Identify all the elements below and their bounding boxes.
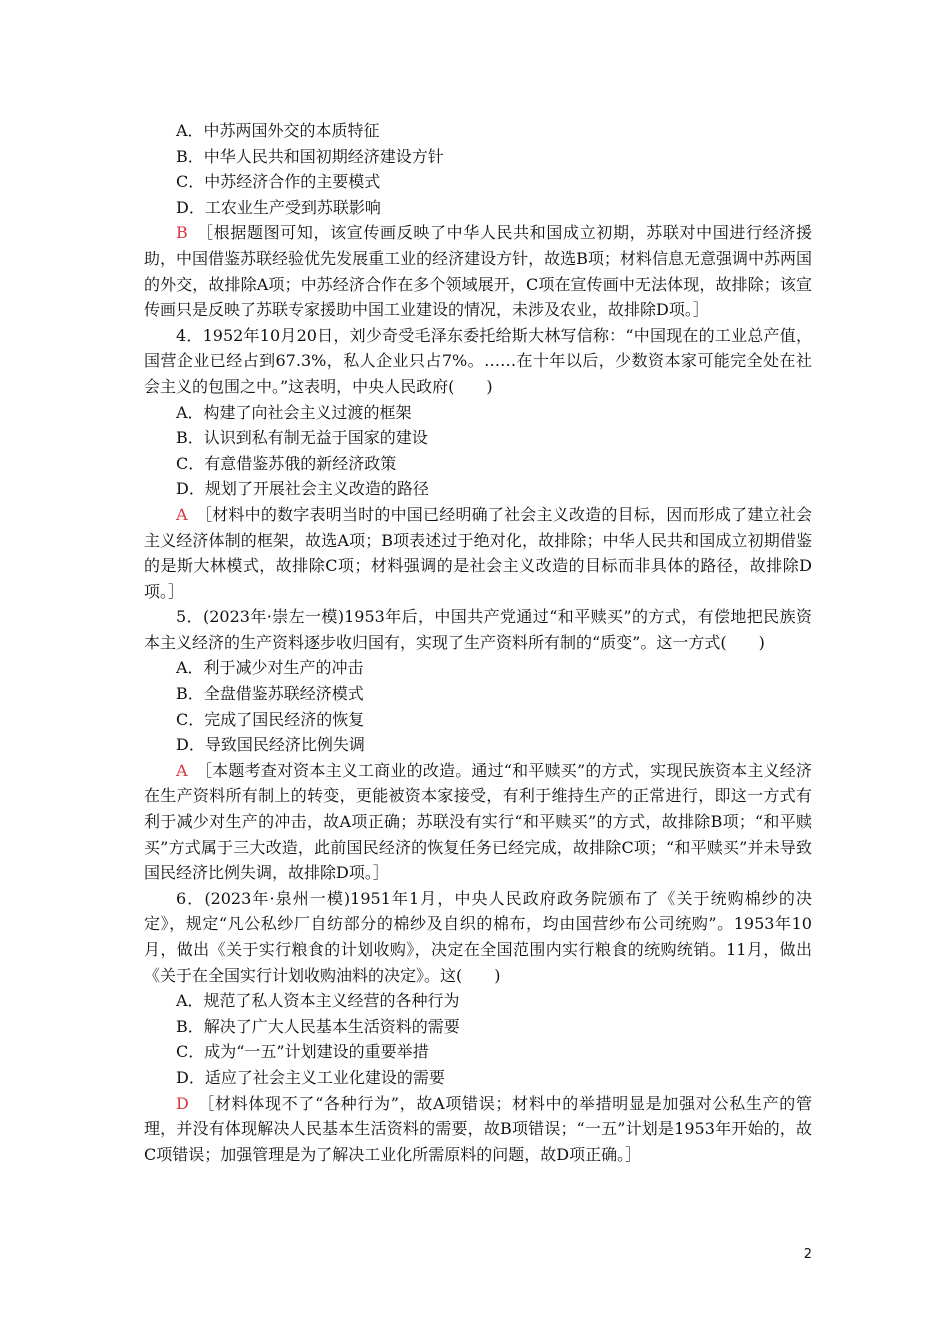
q5-option-b: B．全盘借鉴苏联经济模式 [176,684,364,704]
q3-option-a: A．中苏两国外交的本质特征 [176,121,380,140]
q4-option-a: A．构建了向社会主义过渡的框架 [176,402,412,422]
q4-option-b: B．认识到私有制无益于国家的建设 [176,428,428,448]
q4-answer [144,502,812,604]
q3-option-c: C．中苏经济合作的主要模式 [176,172,381,192]
question-4 [144,323,812,605]
q3-answer-letter: B [176,223,188,243]
q4-stem: 4．1952年10月20日，刘少奇受毛泽东委托给斯大林写信称：“中国现在的工业总产值，国营企业已经占到67.3%，私人企业只占7%。……在十年以后，少数资本家可能完全处在社会主义的包围之中。”这表明，中央人民政府( ) [144,325,812,396]
q6-answer [144,1091,812,1168]
q6-explanation: ［材料体现不了“各种行为”，故A项错误；材料中的举措明显是加强对公私生产的管理，并没有体现解决人民基本生活资料的需要，故B项错误；“一五”计划是1953年开始的，故C项错误；加强管理是为了解决工业化所需原料的问题，故D项正确。］ [144,1093,812,1164]
q6-option-a: A．规范了私人资本主义经营的各种行为 [176,991,460,1011]
q4-option-c: C．有意借鉴苏俄的新经济政策 [176,453,397,473]
q5-explanation: ［本题考查对资本主义工商业的改造。通过“和平赎买”的方式，实现民族资本主义经济在生产资料所有制上的转变，更能被资本家接受，有利于维持生产的正常进行，即这一方式有利于减少对生产的冲击，故A项正确；苏联没有实行“和平赎买”的方式，故排除B项；“和平赎买”方式属于三大改造，此前国民经济的恢复任务已经完成，故排除C项；“和平赎买”并未导致国民经济比例失调，故排除D项。］ [144,760,812,883]
q3-option-b: B．中华人民共和国初期经济建设方针 [176,146,444,166]
q5-stem: 5．(2023年·崇左一模)1953年后，中国共产党通过“和平赎买”的方式，有偿地把民族资本主义经济的生产资料逐步收归国有，实现了生产资料所有制的“质变”。这一方式( ) [144,607,812,652]
q6-option-c: C．成为“一五”计划建设的重要举措 [176,1042,429,1062]
q5-option-a: A．利于减少对生产的冲击 [176,658,364,678]
q4-explanation: ［材料中的数字表明当时的中国已经明确了社会主义改造的目标，因而形成了建立社会主义经济体制的框架，故选A项；B项表述过于绝对化，故排除；中华人民共和国成立初期借鉴的是斯大林模式，故排除C项；材料强调的是社会主义改造的目标而非具体的路径，故排除D项。］ [144,504,812,601]
q5-answer-letter: A [176,760,188,780]
question-6 [144,886,812,1168]
q6-option-d: D．适应了社会主义工业化建设的需要 [176,1067,445,1087]
question-5 [144,604,812,886]
q5-answer [144,758,812,886]
q6-answer-letter: D [176,1093,189,1113]
q3-explanation: ［根据题图可知，该宣传画反映了中华人民共和国成立初期，苏联对中国进行经济援助，中国借鉴苏联经验优先发展重工业的经济建设方针，故选B项；材料信息无意强调中苏两国的外交，故排除A项；中苏经济合作在多个领域展开，C项在宣传画中无法体现，故排除；该宣传画只是反映了苏联专家援助中国工业建设的情况，未涉及农业，故排除D项。］ [144,223,812,320]
page-number: 2 [803,1247,812,1262]
q6-stem: 6．(2023年·泉州一模)1951年1月，中央人民政府政务院颁布了《关于统购棉纱的决定》，规定“凡公私纱厂自纺部分的棉纱及自织的棉布，均由国营纱布公司统购”。1953年10月，做出《关于实行粮食的计划收购》，决定在全国范围内实行粮食的统购统销。11月，做出《关于在全国实行计划收购油料的决定》。这( ) [144,888,812,985]
q4-answer-letter: A [176,504,188,524]
q3-option-d: D．工农业生产受到苏联影响 [176,197,381,217]
q5-option-c: C．完成了国民经济的恢复 [176,709,365,729]
question-3 [144,118,812,323]
page-content [144,118,812,1167]
q3-answer [144,220,812,322]
q4-option-d: D．规划了开展社会主义改造的路径 [176,479,429,499]
q5-option-d: D．导致国民经济比例失调 [176,735,365,755]
q6-option-b: B．解决了广大人民基本生活资料的需要 [176,1016,460,1036]
